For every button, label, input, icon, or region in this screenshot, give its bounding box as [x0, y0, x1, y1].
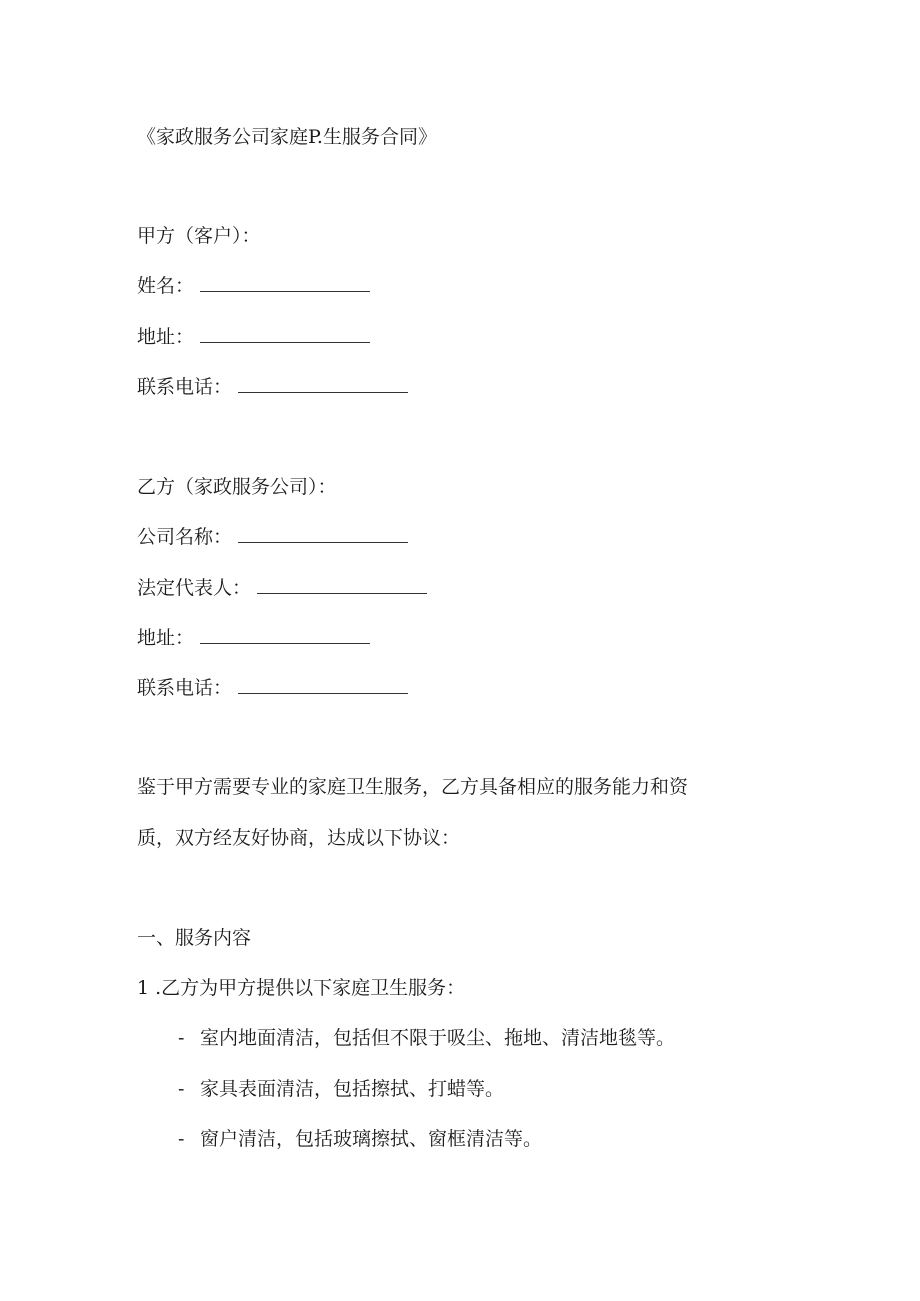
party-b-company-row — [137, 524, 408, 550]
party-b-address-label: 地址： — [137, 627, 195, 649]
party-b-phone-blank — [238, 675, 408, 694]
party-b-rep-blank — [257, 575, 427, 594]
bullet-item — [178, 1025, 675, 1051]
party-b-address-blank — [200, 625, 370, 644]
party-a-name-label: 姓名： — [137, 275, 195, 297]
document-title: 《家政服务公司家庭P.生服务合同》 — [137, 126, 437, 148]
party-b-rep-label: 法定代表人： — [137, 577, 252, 599]
party-a-heading: 甲方（客户）： — [137, 225, 261, 247]
party-a-address-label: 地址： — [137, 326, 195, 348]
party-b-phone-row — [137, 675, 408, 701]
bullet-item — [178, 1076, 504, 1102]
party-b-company-blank — [238, 524, 408, 543]
section-1-item-1: 1 .乙方为甲方提供以下家庭卫生服务： — [137, 977, 466, 999]
bullet-text: 窗户清洁，包括玻璃擦拭、窗框清洁等。 — [200, 1128, 543, 1150]
party-b-rep-row — [137, 575, 427, 601]
preamble-line-2: 质，双方经友好协商，达成以下协议： — [137, 827, 461, 849]
section-1-heading: 一、服务内容 — [137, 927, 252, 949]
preamble-line-1: 鉴于甲方需要专业的家庭卫生服务，乙方具备相应的服务能力和资 — [137, 776, 689, 798]
bullet-text: 家具表面清洁，包括擦拭、打蜡等。 — [200, 1078, 505, 1100]
bullet-item — [178, 1126, 542, 1152]
party-b-heading: 乙方（家政服务公司）： — [137, 476, 337, 498]
party-a-address-blank — [200, 324, 370, 343]
party-a-name-blank — [200, 273, 370, 292]
party-b-company-label: 公司名称： — [137, 526, 233, 548]
party-a-name-row — [137, 273, 370, 299]
party-b-address-row — [137, 625, 370, 651]
dash-marker: - — [178, 1128, 185, 1150]
party-b-phone-label: 联系电话： — [137, 677, 233, 699]
dash-marker: - — [178, 1027, 185, 1049]
party-a-address-row — [137, 324, 370, 350]
bullet-text: 室内地面清洁，包括但不限于吸尘、拖地、清洁地毯等。 — [200, 1027, 676, 1049]
dash-marker: - — [178, 1078, 185, 1100]
party-a-phone-row — [137, 374, 408, 400]
party-a-phone-blank — [238, 374, 408, 393]
party-a-phone-label: 联系电话： — [137, 376, 233, 398]
